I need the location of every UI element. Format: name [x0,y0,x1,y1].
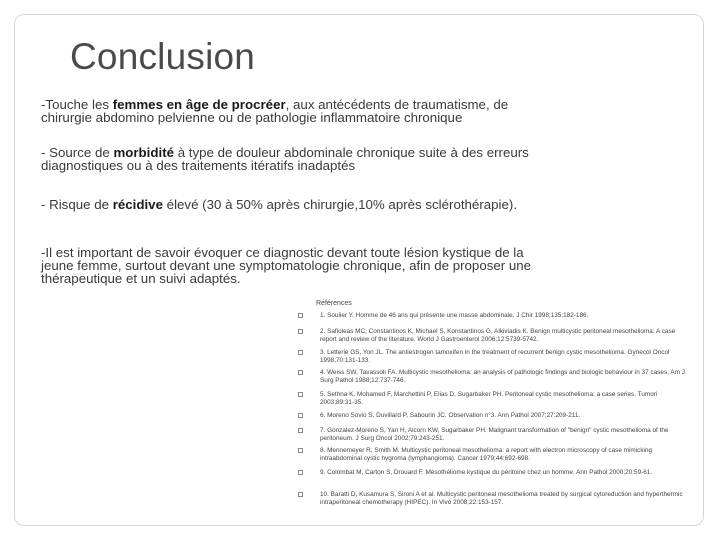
reference-text: 3. Letterie GS, Yon JL. The antiestrogen tamoxifen in the treatment of recurrent benign cystic mesothelioma. Gynecol Oncol 1998;70:131-133. [320,349,670,364]
square-bullet-icon [298,329,303,334]
paragraph-text: -Il est important de savoir évoquer ce diagnostic devant toute lésion kystique de la jeune femme, surtout devant une symptomatologie chronique, afin de proposer une thérapeutique et un suivi adaptés. [41,245,532,286]
reference-text: 2. Safioleas MC, Constantinos K, Michael S, Konstantinos G, Alkiviadis K. Benign multicystic peritoneal mesothelioma: A case report and review of the literature. World J Gastroenterol 2006;12:5739-5742. [320,328,676,343]
reference-text: 6. Moreno Sovio S, Duvillard P, Sabourin JC. Observation n°3. Ann Pathol 2007;27:209-211. [320,412,581,419]
paragraph-text: - Risque de [41,197,113,212]
reference-text: 1. Soulier Y. Homme de 46 ans qui présente une masse abdominale. J Chir 1998;135:182-186. [320,312,589,319]
reference-text: 5. Sethna K, Mohamed F, Marchettini P, Elias D, Sugarbaker PH. Peritoneal cystic mesothelioma: a case series. Tumori 2003;89:31-35. [320,391,658,406]
square-bullet-icon [298,470,303,475]
square-bullet-icon [298,313,303,318]
emphasis-text: morbidité [113,145,175,160]
references-heading: Références [316,300,352,307]
paragraph-text: -Touche les [41,97,113,112]
conclusion-paragraph-3 [41,198,541,211]
slide-title: Conclusion [70,36,256,77]
reference-text: 8. Mennemeyer R, Smith M. Multicystic peritoneal mesothelioma: a report with electron microscopy of case mimicking intraabdominal cystic hygroma (lymphangioma). Cancer 1979;44:692-698. [320,447,653,462]
reference-text: 10. Baratti D, Kusamura S, Sironi A et al. Multicystic peritoneal mesothelioma treated by surgical cytoreduction and hyperthermic intraperitoneal chemotherapy (HIPEC). In Vivo 2008;22:153-157. [320,491,683,506]
paragraph-text: à type de douleur abdominale chronique suite à des erreurs diagnostiques ou à des traitements itératifs inadaptés [41,145,529,173]
paragraph-text: , aux antécédents de traumatisme, de chirurgie abdomino pelvienne ou de pathologie inflammatoire chronique [41,97,509,125]
conclusion-paragraph-1 [41,98,541,124]
conclusion-paragraph-2 [41,146,541,172]
square-bullet-icon [298,413,303,418]
paragraph-text: - Source de [41,145,114,160]
conclusion-paragraph-4 [41,246,541,285]
square-bullet-icon [298,392,303,397]
square-bullet-icon [298,428,303,433]
square-bullet-icon [298,370,303,375]
reference-text: 4. Weiss SW, Tavassoli FA. Multicystic mesothelioma: an analysis of pathologic findings and biologic behaviour in 37 cases. Am J Surg Pathol 1988;12:737-746. [320,369,685,384]
emphasis-text: récidive [112,197,163,212]
emphasis-text: femmes en âge de procréer [112,97,286,112]
paragraph-text: élevé (30 à 50% après chirurgie,10% après sclérothérapie). [162,197,518,212]
reference-text: 9. Colombat M, Carton S, Drouard F. Mésothéliome kystique du péritoine chez un homme. Ann Pathol 2000;20:59-61. [320,469,653,476]
square-bullet-icon [298,492,303,497]
square-bullet-icon [298,448,303,453]
reference-text: 7. Gonzalez-Moreno S, Yan H, Alcorn KW, Sugarbaker PH. Malignant transformation of "benign" cystic mesothelioma of the peritoneum. J Surg Oncol 2002;79:243-251. [320,427,669,442]
square-bullet-icon [298,350,303,355]
